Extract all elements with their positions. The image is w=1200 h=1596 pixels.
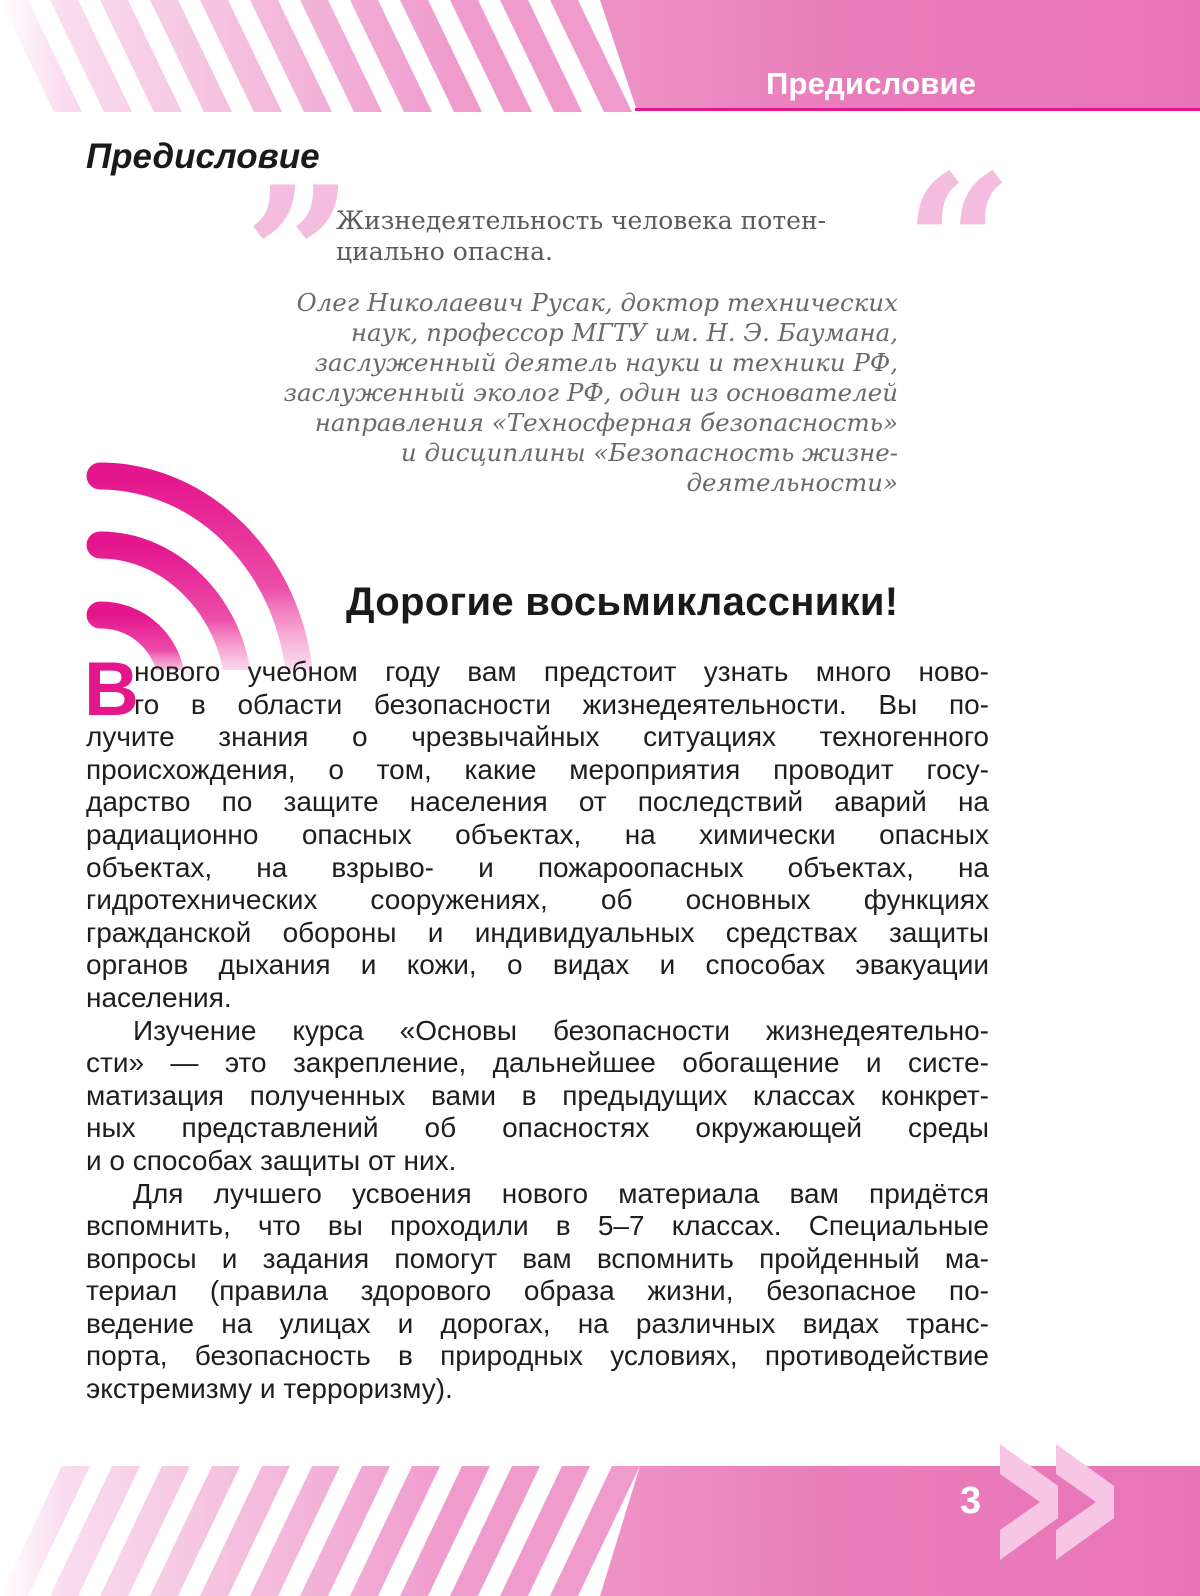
text-line: ных представлений об опасностях окружающей среды — [86, 1112, 989, 1144]
greeting-heading: Дорогие восьмиклассники! — [346, 580, 899, 624]
text-line: вспомнить, что вы проходили в 5–7 классах. Специальные — [86, 1210, 989, 1242]
text-line: гражданской обороны и индивидуальных средствах защиты — [86, 916, 989, 948]
text-line: и о способах защиты от них. — [86, 1144, 457, 1176]
signal-arcs-decoration — [0, 420, 360, 670]
text-line: сти» — это закрепление, дальнейшее обогащение и систе- — [86, 1047, 989, 1079]
text-line: ведение на улицах и дорогах, на различных видах транс- — [86, 1307, 989, 1339]
text-line: населения. — [86, 981, 232, 1013]
text-line: нового учебном году вам предстоит узнать много ново- — [134, 656, 989, 687]
text-line: матизация полученных вами в предыдущих классах конкрет- — [86, 1079, 989, 1111]
text-line: дарство по защите населения от последствий аварий на — [86, 786, 989, 818]
section-title: Предисловие — [86, 137, 320, 176]
text-line: экстремизму и терроризму). — [86, 1373, 453, 1405]
header-underline — [635, 108, 1200, 111]
opening-double-quote-icon: “ — [904, 133, 1014, 356]
diagonal-stripes-decoration — [0, 0, 640, 112]
attribution-line: деятельности» — [686, 468, 898, 497]
attribution-line: заслуженный эколог РФ, один из основателей — [283, 378, 898, 407]
epigraph-line: циально опасна. — [336, 237, 553, 266]
paragraph-3 — [86, 1178, 989, 1406]
text-line: го в области безопасности жизнедеятельности. Вы по- — [134, 688, 989, 720]
epigraph-line: Жизнедеятельность человека потен- — [336, 206, 827, 235]
attribution-line: направления «Техносферная безопасность» — [314, 408, 898, 437]
text-line: радиационно опасных объектах, на химически опасных — [86, 818, 989, 850]
text-line: происхождения, о том, какие мероприятия проводит госу- — [86, 753, 989, 785]
text-line: лучите знания о чрезвычайных ситуациях техногенного — [86, 721, 989, 753]
closing-double-quote-icon: ” — [244, 145, 354, 368]
page-number: 3 — [960, 1480, 982, 1522]
attribution-line: и дисциплины «Безопасность жизне- — [400, 438, 898, 467]
text-line: порта, безопасность в природных условиях, противодействие — [86, 1340, 989, 1372]
text-line: териал (правила здорового образа жизни, безопасное по- — [86, 1275, 989, 1307]
paragraph-2 — [86, 1015, 989, 1178]
epigraph-quote — [336, 205, 896, 267]
paragraph-1 — [84, 647, 989, 1015]
body-text — [84, 647, 989, 1406]
double-chevron-right-icon — [1000, 1444, 1140, 1560]
attribution-line: Олег Николаевич Русак, доктор технических — [296, 288, 898, 317]
attribution-line: заслуженный деятель науки и техники РФ, — [314, 348, 898, 377]
drop-cap: В — [84, 647, 139, 732]
text-line: вопросы и задания помогут вам вспомнить пройденный ма- — [86, 1242, 989, 1274]
attribution-line: наук, профессор МГТУ им. Н. Э. Баумана, — [350, 318, 898, 347]
text-line: объектах, на взрыво- и пожароопасных объектах, на — [86, 851, 989, 883]
text-line: Изучение курса «Основы безопасности жизнедеятельно- — [133, 1014, 989, 1046]
text-line: органов дыхания и кожи, о видах и способах эвакуации — [86, 949, 989, 981]
running-head: Предисловие — [766, 66, 977, 101]
text-line: гидротехнических сооружениях, об основных функциях — [86, 884, 989, 916]
diagonal-stripes-decoration — [0, 1466, 640, 1596]
text-line: Для лучшего усвоения нового материала вам придётся — [133, 1177, 989, 1209]
page-header — [0, 0, 1200, 112]
